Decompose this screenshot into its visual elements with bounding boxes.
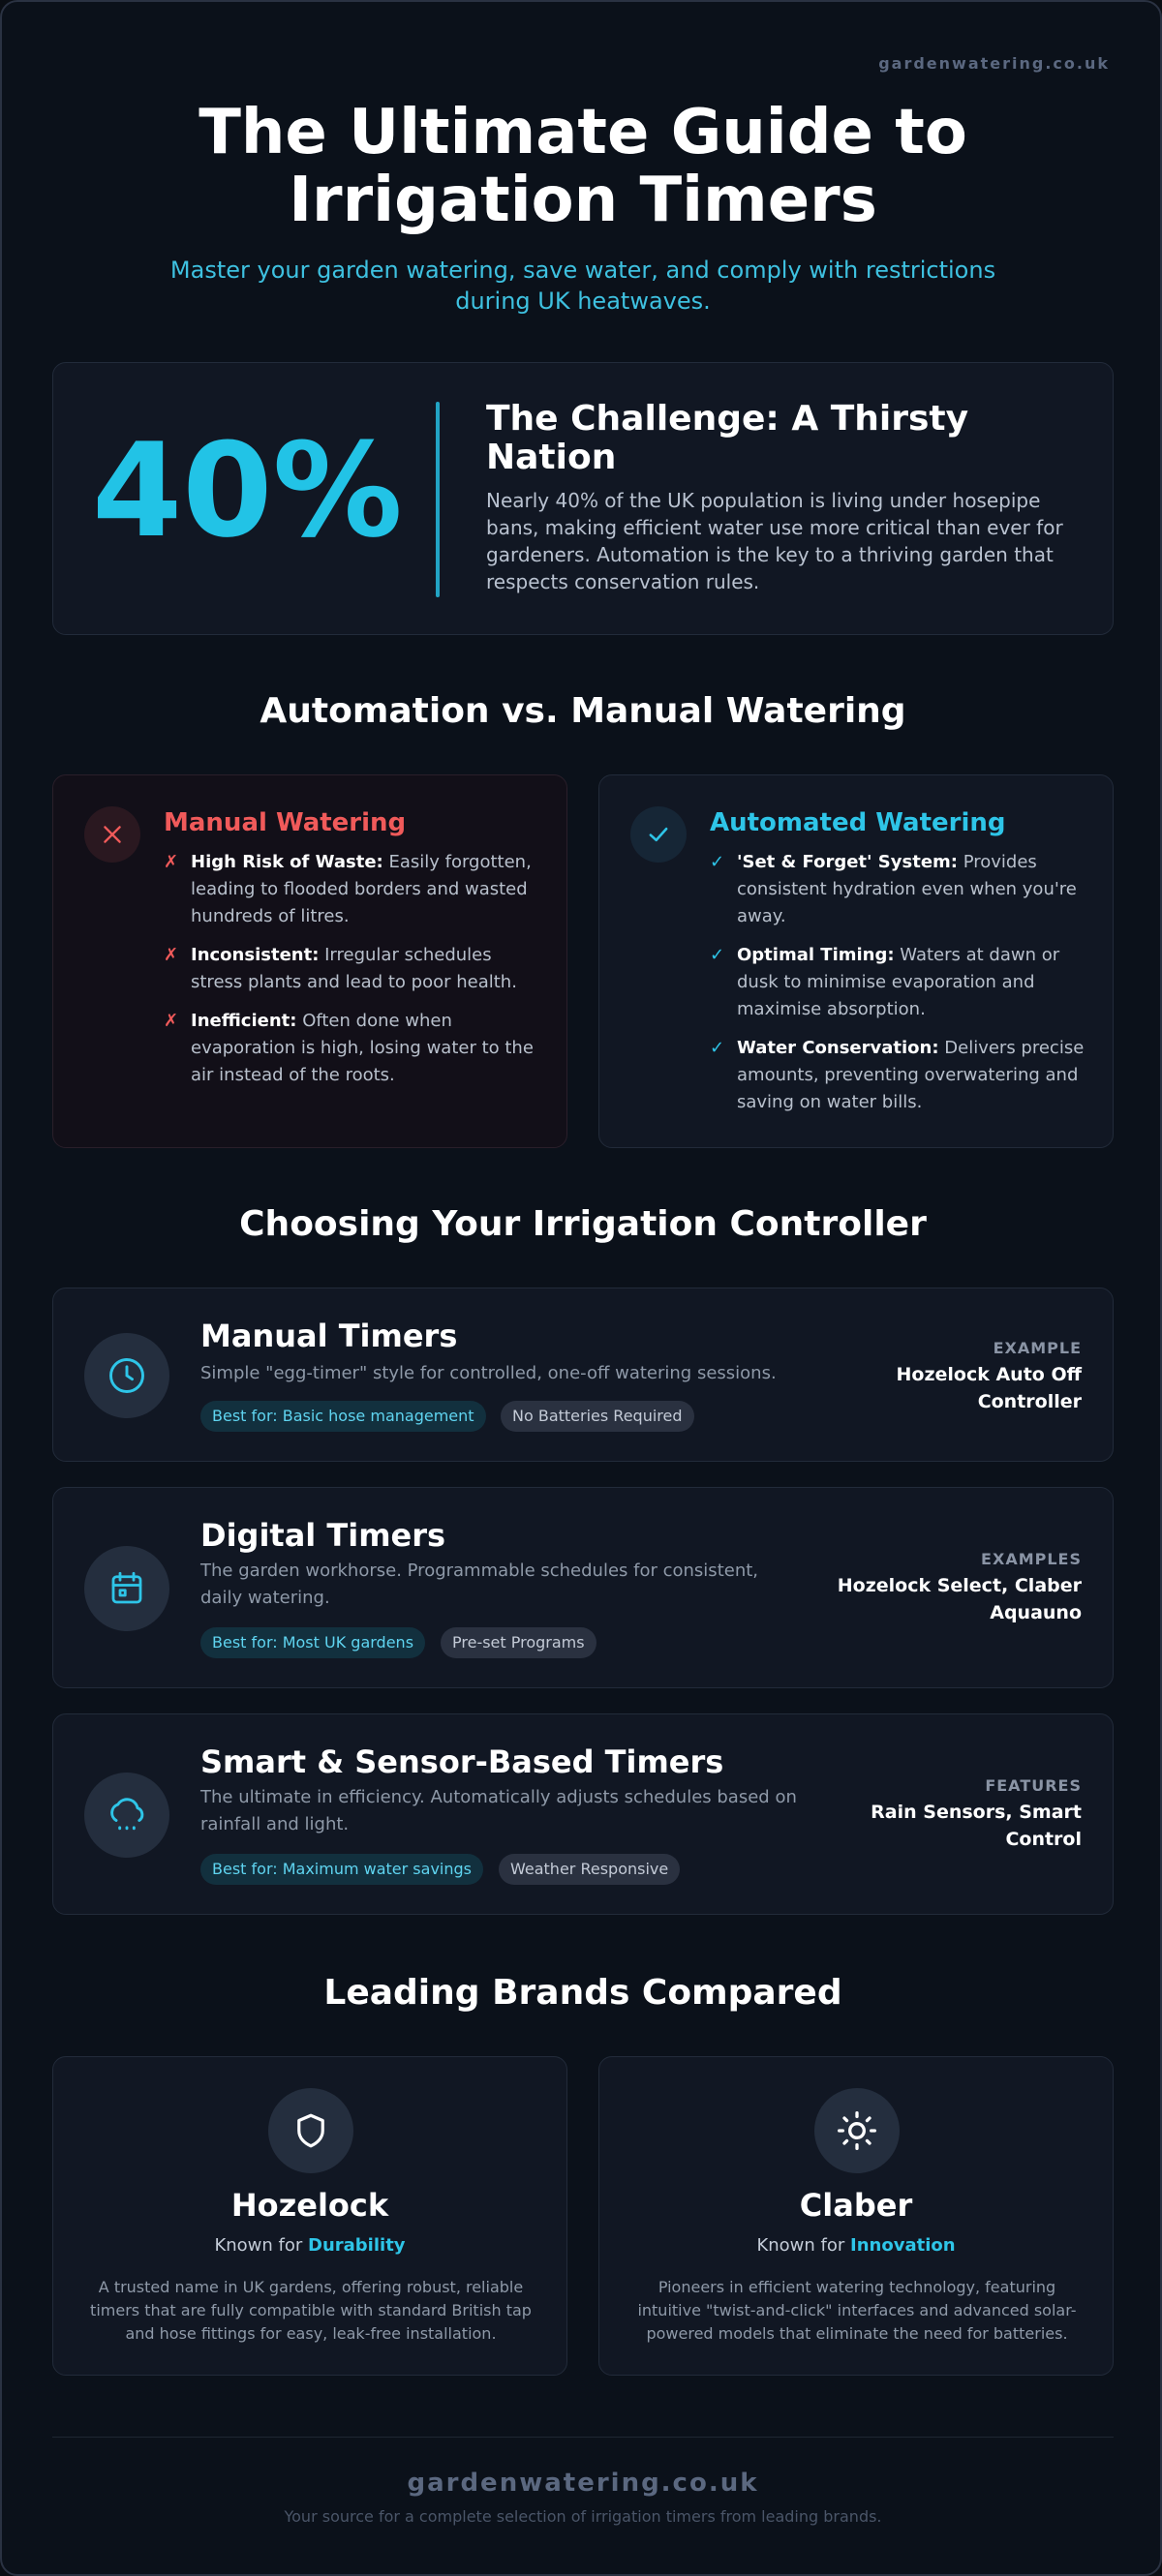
known-value: Durability [308, 2235, 406, 2256]
item-label: Inefficient: [191, 1011, 297, 1031]
brand-card-hozelock [52, 2056, 567, 2376]
known-prefix: Known for [756, 2235, 851, 2256]
feature-badge: Pre-set Programs [441, 1627, 596, 1658]
list-item [164, 942, 541, 996]
side-label: EXAMPLES [981, 1550, 1082, 1568]
item-text: Irregular schedules stress plants and lead to poor health. [191, 945, 517, 992]
controller-card-smart [52, 1713, 1114, 1915]
best-for-badge: Best for: Most UK gardens [200, 1627, 425, 1658]
automated-watering-card [598, 774, 1114, 1148]
tick-icon: ✓ [710, 945, 725, 965]
controller-side [801, 1776, 1082, 1853]
side-label: EXAMPLE [993, 1339, 1082, 1357]
manual-watering-card [52, 774, 567, 1148]
x-icon [84, 806, 140, 863]
item-label: Inconsistent: [191, 945, 320, 965]
controller-card-manual [52, 1288, 1114, 1462]
item-label: Optimal Timing: [737, 945, 895, 965]
controller-desc: The garden workhorse. Programmable schedules for consistent, daily watering. [200, 1561, 759, 1608]
challenge-title: The Challenge: A Thirsty Nation [486, 399, 969, 477]
controller-desc: Simple "egg-timer" style for controlled, one-off watering sessions. [200, 1363, 777, 1383]
brand-name: Hozelock [230, 2187, 389, 2224]
brand-desc: A trusted name in UK gardens, offering robust, reliable timers that are fully compatible with standard British tap and hose fittings for easy, leak-free installation. [90, 2278, 532, 2343]
divider [436, 402, 440, 597]
brand-card-claber [598, 2056, 1114, 2376]
controller-title: Smart & Sensor-Based Timers [200, 1743, 724, 1780]
tick-icon: ✓ [710, 852, 725, 872]
item-text: Provides consistent hydration even when you're away. [737, 852, 1077, 926]
list-item [710, 942, 1087, 1023]
cross-icon: ✗ [164, 1011, 179, 1031]
item-label: 'Set & Forget' System: [737, 852, 958, 872]
clock-icon [84, 1333, 169, 1418]
controller-side [801, 1550, 1082, 1626]
challenge-text: Nearly 40% of the UK population is living under hosepipe bans, making efficient water use more critical than ever for gardeners. Automation is the key to a thriving garden that respects conservation rules. [486, 489, 1063, 593]
brands-heading: Leading Brands Compared [323, 1973, 842, 2013]
controllers-heading: Choosing Your Irrigation Controller [239, 1204, 927, 1244]
side-value: Hozelock Select, Claber Aquauno [837, 1575, 1082, 1623]
page-title: The Ultimate Guide to Irrigation Timers [199, 97, 967, 237]
list-item [164, 849, 541, 930]
item-text: Waters at dawn or dusk to minimise evaporation and maximise absorption. [737, 945, 1060, 1019]
shield-icon [268, 2088, 353, 2173]
automated-watering-list [710, 849, 1087, 1128]
check-icon [630, 806, 687, 863]
feature-badge: Weather Responsive [499, 1854, 680, 1885]
stat-value: 40% [92, 415, 403, 566]
known-prefix: Known for [214, 2235, 309, 2256]
cross-icon: ✗ [164, 945, 179, 965]
list-item [710, 849, 1087, 930]
footer-text: Your source for a complete selection of irrigation timers from leading brands. [284, 2507, 882, 2526]
controller-title: Digital Timers [200, 1517, 446, 1554]
side-label: FEATURES [985, 1776, 1082, 1795]
tick-icon: ✓ [710, 1038, 725, 1058]
item-label: High Risk of Waste: [191, 852, 383, 872]
controller-side [801, 1339, 1082, 1415]
controller-desc: The ultimate in efficiency. Automatically adjusts schedules based on rainfall and light. [200, 1787, 797, 1834]
cross-icon: ✗ [164, 852, 179, 872]
controller-title: Manual Timers [200, 1318, 458, 1354]
list-item [710, 1035, 1087, 1116]
brand-known-for [599, 2235, 1113, 2256]
side-value: Rain Sensors, Smart Control [871, 1802, 1082, 1850]
brand-known-for [53, 2235, 566, 2256]
calendar-icon [84, 1546, 169, 1631]
list-item [164, 1008, 541, 1089]
best-for-badge: Best for: Maximum water savings [200, 1854, 483, 1885]
item-text: Delivers precise amounts, preventing overwatering and saving on water bills. [737, 1038, 1085, 1112]
hero [2, 99, 1162, 318]
footer-divider [52, 2437, 1114, 2438]
side-value: Hozelock Auto Off Controller [896, 1364, 1082, 1412]
brand-desc: Pioneers in efficient watering technology, featuring intuitive "twist-and-click" interfaces and advanced solar-powered models that eliminate the need for batteries. [637, 2278, 1077, 2343]
comparison-heading: Automation vs. Manual Watering [260, 691, 906, 731]
manual-watering-title: Manual Watering [164, 808, 407, 837]
automated-watering-title: Automated Watering [710, 808, 1006, 837]
site-name[interactable]: gardenwatering.co.uk [878, 54, 1110, 73]
footer-site-name[interactable]: gardenwatering.co.uk [407, 2469, 759, 2498]
best-for-badge: Best for: Basic hose management [200, 1401, 486, 1432]
item-text: Often done when evaporation is high, losing water to the air instead of the roots. [191, 1011, 534, 1085]
rain-cloud-icon [84, 1773, 169, 1858]
brand-name: Claber [799, 2187, 913, 2224]
sun-icon [814, 2088, 900, 2173]
challenge-card [52, 362, 1114, 635]
manual-watering-list [164, 849, 541, 1101]
item-text: Easily forgotten, leading to flooded borders and wasted hundreds of litres. [191, 852, 532, 926]
controller-card-digital [52, 1487, 1114, 1688]
page-subtitle: Master your garden watering, save water, and comply with restrictions during UK heatwaves. [169, 256, 996, 316]
item-label: Water Conservation: [737, 1038, 939, 1058]
known-value: Innovation [850, 2235, 956, 2256]
feature-badge: No Batteries Required [501, 1401, 694, 1432]
